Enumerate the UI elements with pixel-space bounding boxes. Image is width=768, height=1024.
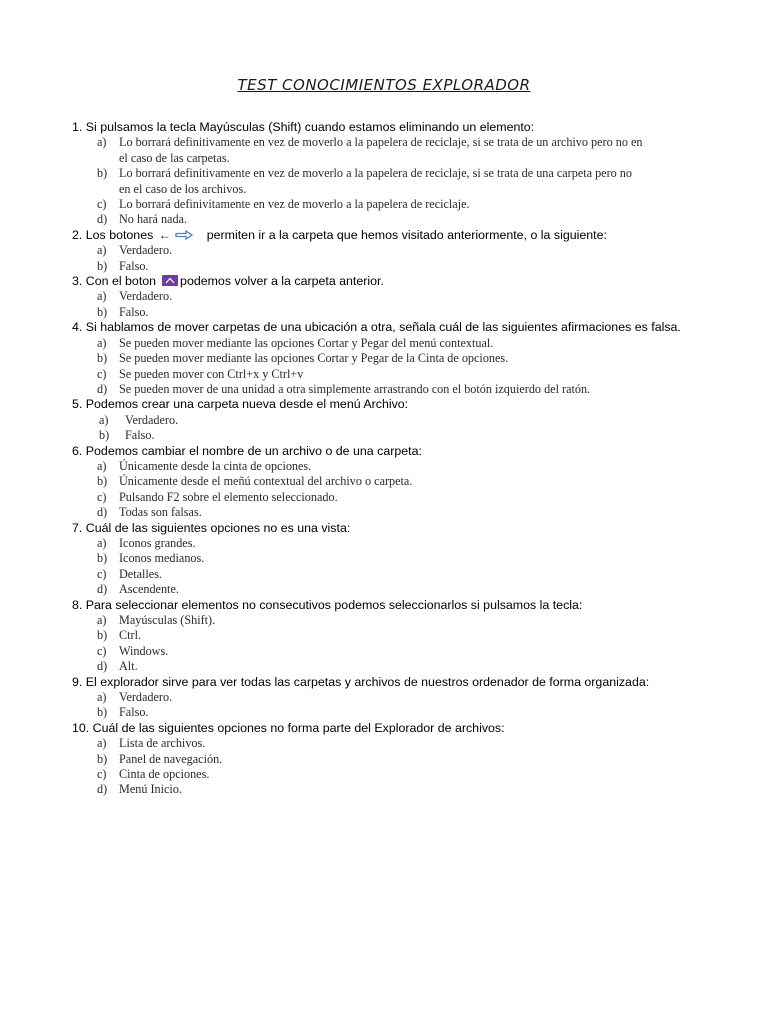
option-text: Panel de navegación. <box>119 751 223 766</box>
option-text: Todas son falsas. <box>119 505 202 520</box>
option-text: Se pueden mover de una unidad a otra simplemente arrastrando con el botón izquierdo del ratón. <box>119 381 591 396</box>
option-2b <box>72 259 702 274</box>
option-text: Windows. <box>119 643 169 658</box>
option-letter: c) <box>97 197 107 212</box>
option-letter: a) <box>97 135 107 150</box>
option-8a <box>72 613 702 628</box>
option-letter: d) <box>97 212 108 227</box>
option-text: Falso. <box>119 258 149 273</box>
option-5a <box>72 413 702 428</box>
option-10c <box>72 767 702 782</box>
option-line: Lo borrará definitivamente en vez de moverlo a la papelera de reciclaje, si se trata de un archivo pero no en <box>119 135 643 150</box>
option-letter: a) <box>97 289 107 304</box>
option-letter: a) <box>99 412 109 427</box>
option-7b <box>72 551 702 566</box>
option-5b <box>72 428 702 443</box>
option-text: Mayúsculas (Shift). <box>119 613 216 627</box>
option-1a <box>72 135 702 166</box>
option-10d <box>72 782 702 797</box>
option-letter: a) <box>97 243 107 258</box>
question-7: 7. Cuál de las siguientes opciones no es una vista: <box>72 520 351 535</box>
option-letter: b) <box>97 304 108 319</box>
question-8: 8. Para seleccionar elementos no consecutivos podemos seleccionarlos si pulsamos la tecla: <box>72 597 583 612</box>
option-4b <box>72 351 702 366</box>
option-text <box>119 166 702 197</box>
option-10b <box>72 752 702 767</box>
question-text-after: permiten ir a la carpeta que hemos visitado anteriormente, o la siguiente: <box>206 227 607 242</box>
option-9a <box>72 690 702 705</box>
option-letter: c) <box>97 767 107 782</box>
page-title: TEST CONOCIMIENTOS EXPLORADOR <box>237 76 531 94</box>
question-list <box>72 120 702 798</box>
question-1: 1. Si pulsamos la tecla Mayúsculas (Shift) cuando estamos eliminando un elemento: <box>72 120 535 134</box>
option-6c <box>72 490 702 505</box>
option-text: Alt. <box>119 659 138 674</box>
option-letter: b) <box>97 258 108 273</box>
option-letter: a) <box>97 690 107 705</box>
option-text: Ascendente. <box>119 582 179 597</box>
option-7d <box>72 582 702 597</box>
option-1b <box>72 166 702 197</box>
option-letter: d) <box>97 381 108 396</box>
option-text <box>119 135 702 166</box>
option-text: Se pueden mover con Ctrl+x y Ctrl+v <box>119 366 304 381</box>
question-3 <box>72 274 702 289</box>
question-2 <box>72 228 702 243</box>
options-10 <box>72 736 702 798</box>
option-6b <box>72 474 702 489</box>
question-text-before: 2. Los botones <box>72 227 154 242</box>
option-2a <box>72 243 702 258</box>
option-letter: a) <box>97 458 107 473</box>
question-6: 6. Podemos cambiar el nombre de un archivo o de una carpeta: <box>72 443 422 458</box>
option-8b <box>72 628 702 643</box>
up-folder-icon <box>162 275 178 286</box>
options-1 <box>72 135 702 227</box>
option-line: el caso de las carpetas. <box>119 150 230 165</box>
option-text: Lista de archivos. <box>119 736 206 751</box>
back-arrow-icon: ← <box>158 227 171 242</box>
option-text: Pulsando F2 sobre el elemento seleccionado. <box>119 489 338 504</box>
option-3b <box>72 305 702 320</box>
option-8d <box>72 659 702 674</box>
options-9 <box>72 690 702 721</box>
option-text: Iconos grandes. <box>119 535 196 550</box>
option-letter: b) <box>99 428 110 443</box>
option-text: Ctrl. <box>119 628 142 643</box>
option-text: Falso. <box>119 304 149 319</box>
option-letter: d) <box>97 505 108 520</box>
options-3 <box>72 289 702 320</box>
option-letter: c) <box>97 366 107 381</box>
option-letter: b) <box>97 351 108 366</box>
option-6a <box>72 459 702 474</box>
option-text: Detalles. <box>119 566 162 581</box>
option-letter: b) <box>97 166 108 181</box>
option-letter: c) <box>97 489 107 504</box>
option-4c <box>72 367 702 382</box>
option-letter: b) <box>97 474 108 489</box>
option-7c <box>72 567 702 582</box>
option-text: Menú Inicio. <box>119 782 182 797</box>
option-10a <box>72 736 702 751</box>
options-2 <box>72 243 702 274</box>
option-text: Se pueden mover mediante las opciones Cortar y Pegar del menú contextual. <box>119 335 494 350</box>
option-text: Falso. <box>125 428 155 443</box>
question-10: 10. Cuál de las siguientes opciones no forma parte del Explorador de archivos: <box>72 720 505 735</box>
option-text: Verdadero. <box>119 690 173 705</box>
option-letter: d) <box>97 782 108 797</box>
options-6 <box>72 459 702 521</box>
option-letter: d) <box>97 582 108 597</box>
option-letter: c) <box>97 566 107 581</box>
option-letter: a) <box>97 535 107 550</box>
options-5 <box>72 413 702 444</box>
option-7a <box>72 536 702 551</box>
question-text-before: 3. Con el boton <box>72 274 157 289</box>
option-1d <box>72 212 702 227</box>
option-text: No hará nada. <box>119 212 188 227</box>
option-6d <box>72 505 702 520</box>
option-3a <box>72 289 702 304</box>
option-text: Verdadero. <box>119 289 173 304</box>
option-9b <box>72 705 702 720</box>
option-4d <box>72 382 702 397</box>
option-line: en el caso de los archivos. <box>119 181 247 196</box>
option-letter: b) <box>97 751 108 766</box>
option-text: Cinta de opciones. <box>119 767 210 782</box>
option-4a <box>72 336 702 351</box>
option-text: Lo borrará definivitamente en vez de moverlo a la papelera de reciclaje. <box>119 197 470 212</box>
option-text: Verdadero. <box>125 412 179 427</box>
option-letter: c) <box>97 643 107 658</box>
option-text: Verdadero. <box>119 243 173 258</box>
option-letter: a) <box>97 335 107 350</box>
option-letter: d) <box>97 659 108 674</box>
option-letter: a) <box>97 736 107 751</box>
option-letter: b) <box>97 705 108 720</box>
option-1c <box>72 197 702 212</box>
option-8c <box>72 644 702 659</box>
option-text: Únicamente desde la cinta de opciones. <box>119 458 312 473</box>
question-4: 4. Si hablamos de mover carpetas de una ubicación a otra, señala cuál de las siguientes afirmaciones es falsa. <box>72 320 681 335</box>
option-line: Lo borrará definitivamente en vez de moverlo a la papelera de reciclaje, si se trata de una carpeta pero no <box>119 166 632 181</box>
option-letter: a) <box>97 613 107 627</box>
option-letter: b) <box>97 551 108 566</box>
options-7 <box>72 536 702 598</box>
question-9: 9. El explorador sirve para ver todas las carpetas y archivos de nuestros ordenador de forma organizada: <box>72 674 650 689</box>
options-4 <box>72 336 702 398</box>
option-text: Falso. <box>119 705 149 720</box>
option-text: Se pueden mover mediante las opciones Cortar y Pegar de la Cinta de opciones. <box>119 351 509 366</box>
option-text: Iconos medianos. <box>119 551 205 566</box>
question-5: 5. Podemos crear una carpeta nueva desde el menú Archivo: <box>72 397 409 412</box>
options-8 <box>72 613 702 675</box>
option-letter: b) <box>97 628 108 643</box>
option-text: Únicamente desde el meñú contextual del archivo o carpeta. <box>119 474 413 489</box>
question-text-after: podemos volver a la carpeta anterior. <box>180 274 384 289</box>
forward-arrow-icon <box>175 230 193 240</box>
